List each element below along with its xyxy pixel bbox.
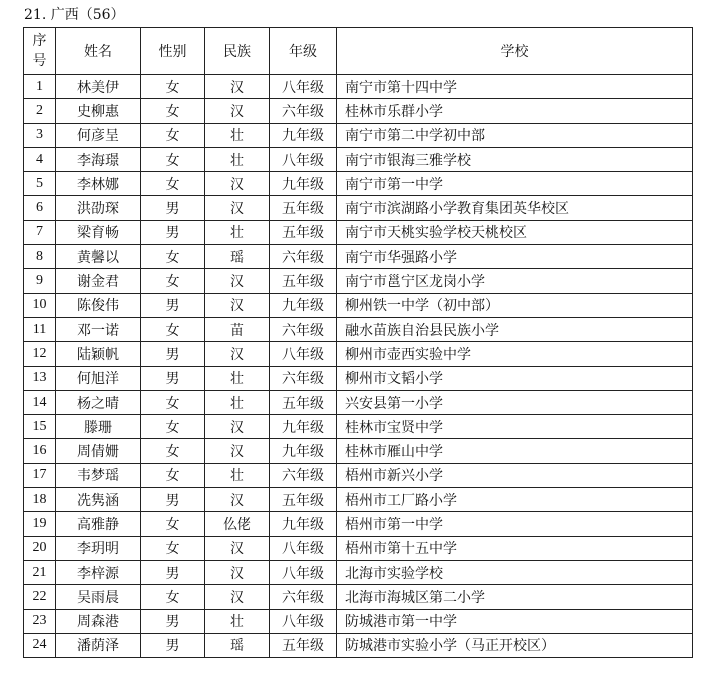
cell-name: 李玥明 (56, 536, 141, 560)
cell-gender: 女 (141, 269, 205, 293)
cell-ethnicity: 汉 (205, 196, 270, 220)
cell-name: 杨之晴 (56, 390, 141, 414)
cell-seq: 6 (24, 196, 56, 220)
cell-ethnicity: 汉 (205, 488, 270, 512)
cell-seq: 9 (24, 269, 56, 293)
cell-name: 洪劭琛 (56, 196, 141, 220)
header-gender: 性别 (141, 28, 205, 75)
cell-school: 南宁市第十四中学 (337, 75, 693, 99)
cell-grade: 五年级 (270, 196, 337, 220)
cell-ethnicity: 壮 (205, 463, 270, 487)
cell-seq: 19 (24, 512, 56, 536)
cell-seq: 8 (24, 245, 56, 269)
cell-ethnicity: 瑶 (205, 245, 270, 269)
cell-school: 柳州市文韬小学 (337, 366, 693, 390)
cell-ethnicity: 瑶 (205, 633, 270, 657)
cell-name: 滕珊 (56, 415, 141, 439)
cell-seq: 4 (24, 147, 56, 171)
cell-grade: 五年级 (270, 390, 337, 414)
cell-ethnicity: 壮 (205, 123, 270, 147)
cell-grade: 五年级 (270, 488, 337, 512)
cell-name: 李林娜 (56, 172, 141, 196)
table-header-row (24, 28, 693, 75)
student-roster-table (23, 27, 693, 658)
table-row (24, 75, 693, 99)
cell-seq: 22 (24, 585, 56, 609)
cell-ethnicity: 汉 (205, 269, 270, 293)
header-grade: 年级 (270, 28, 337, 75)
table-row (24, 317, 693, 341)
cell-ethnicity: 汉 (205, 439, 270, 463)
cell-gender: 女 (141, 463, 205, 487)
header-name: 姓名 (56, 28, 141, 75)
cell-name: 李梓源 (56, 560, 141, 584)
table-row (24, 609, 693, 633)
cell-grade: 八年级 (270, 342, 337, 366)
cell-school: 南宁市天桃实验学校天桃校区 (337, 220, 693, 244)
cell-name: 周倩姗 (56, 439, 141, 463)
cell-name: 邓一诺 (56, 317, 141, 341)
cell-school: 桂林市雁山中学 (337, 439, 693, 463)
cell-name: 韦梦瑶 (56, 463, 141, 487)
cell-ethnicity: 汉 (205, 293, 270, 317)
cell-gender: 女 (141, 585, 205, 609)
cell-ethnicity: 汉 (205, 536, 270, 560)
section-title: 21. 广西（56） (24, 7, 125, 23)
cell-ethnicity: 壮 (205, 366, 270, 390)
table-row (24, 439, 693, 463)
cell-seq: 17 (24, 463, 56, 487)
table-row (24, 633, 693, 657)
cell-gender: 女 (141, 172, 205, 196)
header-seq-line2: 号 (32, 53, 47, 69)
cell-school: 南宁市第二中学初中部 (337, 123, 693, 147)
cell-gender: 女 (141, 123, 205, 147)
cell-grade: 八年级 (270, 536, 337, 560)
table-row (24, 560, 693, 584)
table-row (24, 196, 693, 220)
cell-gender: 女 (141, 317, 205, 341)
header-seq-line1: 序 (32, 33, 47, 49)
cell-gender: 女 (141, 75, 205, 99)
cell-name: 梁育畅 (56, 220, 141, 244)
cell-seq: 11 (24, 317, 56, 341)
table-row (24, 245, 693, 269)
cell-school: 梧州市第一中学 (337, 512, 693, 536)
cell-grade: 八年级 (270, 75, 337, 99)
cell-grade: 九年级 (270, 439, 337, 463)
cell-ethnicity: 汉 (205, 172, 270, 196)
cell-ethnicity: 壮 (205, 147, 270, 171)
table-row (24, 123, 693, 147)
header-ethnicity: 民族 (205, 28, 270, 75)
cell-gender: 男 (141, 196, 205, 220)
table-row (24, 99, 693, 123)
cell-name: 高雅静 (56, 512, 141, 536)
cell-grade: 六年级 (270, 366, 337, 390)
cell-seq: 16 (24, 439, 56, 463)
cell-seq: 15 (24, 415, 56, 439)
table-row (24, 220, 693, 244)
cell-grade: 九年级 (270, 512, 337, 536)
cell-name: 黄馨以 (56, 245, 141, 269)
cell-ethnicity: 汉 (205, 99, 270, 123)
cell-school: 南宁市华强路小学 (337, 245, 693, 269)
cell-grade: 八年级 (270, 609, 337, 633)
table-row (24, 172, 693, 196)
cell-name: 何旭洋 (56, 366, 141, 390)
cell-name: 陆颖帆 (56, 342, 141, 366)
cell-gender: 女 (141, 512, 205, 536)
cell-seq: 10 (24, 293, 56, 317)
cell-school: 桂林市宝贤中学 (337, 415, 693, 439)
cell-name: 吴雨晨 (56, 585, 141, 609)
table-row (24, 366, 693, 390)
cell-grade: 八年级 (270, 147, 337, 171)
cell-grade: 五年级 (270, 220, 337, 244)
cell-gender: 女 (141, 415, 205, 439)
cell-grade: 六年级 (270, 585, 337, 609)
cell-gender: 男 (141, 488, 205, 512)
cell-name: 李海璟 (56, 147, 141, 171)
cell-school: 防城港市第一中学 (337, 609, 693, 633)
cell-gender: 男 (141, 366, 205, 390)
cell-school: 柳州铁一中学（初中部） (337, 293, 693, 317)
header-seq (24, 28, 56, 75)
cell-school: 梧州市新兴小学 (337, 463, 693, 487)
cell-gender: 男 (141, 342, 205, 366)
cell-grade: 六年级 (270, 317, 337, 341)
cell-seq: 12 (24, 342, 56, 366)
cell-seq: 2 (24, 99, 56, 123)
cell-seq: 23 (24, 609, 56, 633)
table-row (24, 585, 693, 609)
cell-ethnicity: 壮 (205, 390, 270, 414)
cell-ethnicity: 仫佬 (205, 512, 270, 536)
table-row (24, 269, 693, 293)
cell-school: 南宁市第一中学 (337, 172, 693, 196)
cell-grade: 八年级 (270, 560, 337, 584)
cell-school: 融水苗族自治县民族小学 (337, 317, 693, 341)
cell-seq: 14 (24, 390, 56, 414)
cell-name: 陈俊伟 (56, 293, 141, 317)
table-row (24, 463, 693, 487)
cell-gender: 女 (141, 390, 205, 414)
cell-seq: 7 (24, 220, 56, 244)
table-row (24, 512, 693, 536)
cell-gender: 女 (141, 147, 205, 171)
cell-seq: 24 (24, 633, 56, 657)
cell-grade: 九年级 (270, 415, 337, 439)
table-row (24, 147, 693, 171)
cell-school: 梧州市第十五中学 (337, 536, 693, 560)
cell-grade: 九年级 (270, 172, 337, 196)
cell-school: 防城港市实验小学（马正开校区） (337, 633, 693, 657)
cell-gender: 男 (141, 293, 205, 317)
table-row (24, 536, 693, 560)
cell-gender: 女 (141, 99, 205, 123)
cell-name: 周森港 (56, 609, 141, 633)
table-row (24, 293, 693, 317)
cell-seq: 18 (24, 488, 56, 512)
cell-seq: 3 (24, 123, 56, 147)
cell-grade: 九年级 (270, 123, 337, 147)
header-school: 学校 (337, 28, 693, 75)
cell-school: 兴安县第一小学 (337, 390, 693, 414)
cell-ethnicity: 壮 (205, 220, 270, 244)
cell-name: 林美伊 (56, 75, 141, 99)
cell-ethnicity: 汉 (205, 585, 270, 609)
table-body (24, 75, 693, 658)
cell-grade: 六年级 (270, 463, 337, 487)
cell-seq: 5 (24, 172, 56, 196)
cell-gender: 男 (141, 609, 205, 633)
cell-seq: 20 (24, 536, 56, 560)
cell-gender: 女 (141, 245, 205, 269)
cell-school: 梧州市工厂路小学 (337, 488, 693, 512)
table-row (24, 342, 693, 366)
cell-ethnicity: 汉 (205, 342, 270, 366)
cell-grade: 六年级 (270, 245, 337, 269)
cell-ethnicity: 汉 (205, 75, 270, 99)
cell-grade: 九年级 (270, 293, 337, 317)
cell-school: 北海市海城区第二小学 (337, 585, 693, 609)
table-row (24, 488, 693, 512)
cell-grade: 六年级 (270, 99, 337, 123)
cell-gender: 男 (141, 560, 205, 584)
cell-school: 北海市实验学校 (337, 560, 693, 584)
cell-school: 南宁市滨湖路小学教育集团英华校区 (337, 196, 693, 220)
cell-gender: 女 (141, 439, 205, 463)
cell-ethnicity: 汉 (205, 560, 270, 584)
cell-school: 南宁市邕宁区龙岗小学 (337, 269, 693, 293)
cell-name: 何彦呈 (56, 123, 141, 147)
cell-gender: 男 (141, 220, 205, 244)
cell-ethnicity: 苗 (205, 317, 270, 341)
cell-ethnicity: 汉 (205, 415, 270, 439)
cell-gender: 男 (141, 633, 205, 657)
cell-name: 冼隽涵 (56, 488, 141, 512)
table-row (24, 415, 693, 439)
cell-school: 南宁市银海三雅学校 (337, 147, 693, 171)
cell-ethnicity: 壮 (205, 609, 270, 633)
table-row (24, 390, 693, 414)
cell-school: 桂林市乐群小学 (337, 99, 693, 123)
cell-school: 柳州市壶西实验中学 (337, 342, 693, 366)
cell-grade: 五年级 (270, 633, 337, 657)
cell-grade: 五年级 (270, 269, 337, 293)
cell-name: 潘荫泽 (56, 633, 141, 657)
cell-seq: 1 (24, 75, 56, 99)
cell-seq: 13 (24, 366, 56, 390)
cell-gender: 女 (141, 536, 205, 560)
cell-name: 谢金君 (56, 269, 141, 293)
cell-seq: 21 (24, 560, 56, 584)
cell-name: 史柳惠 (56, 99, 141, 123)
